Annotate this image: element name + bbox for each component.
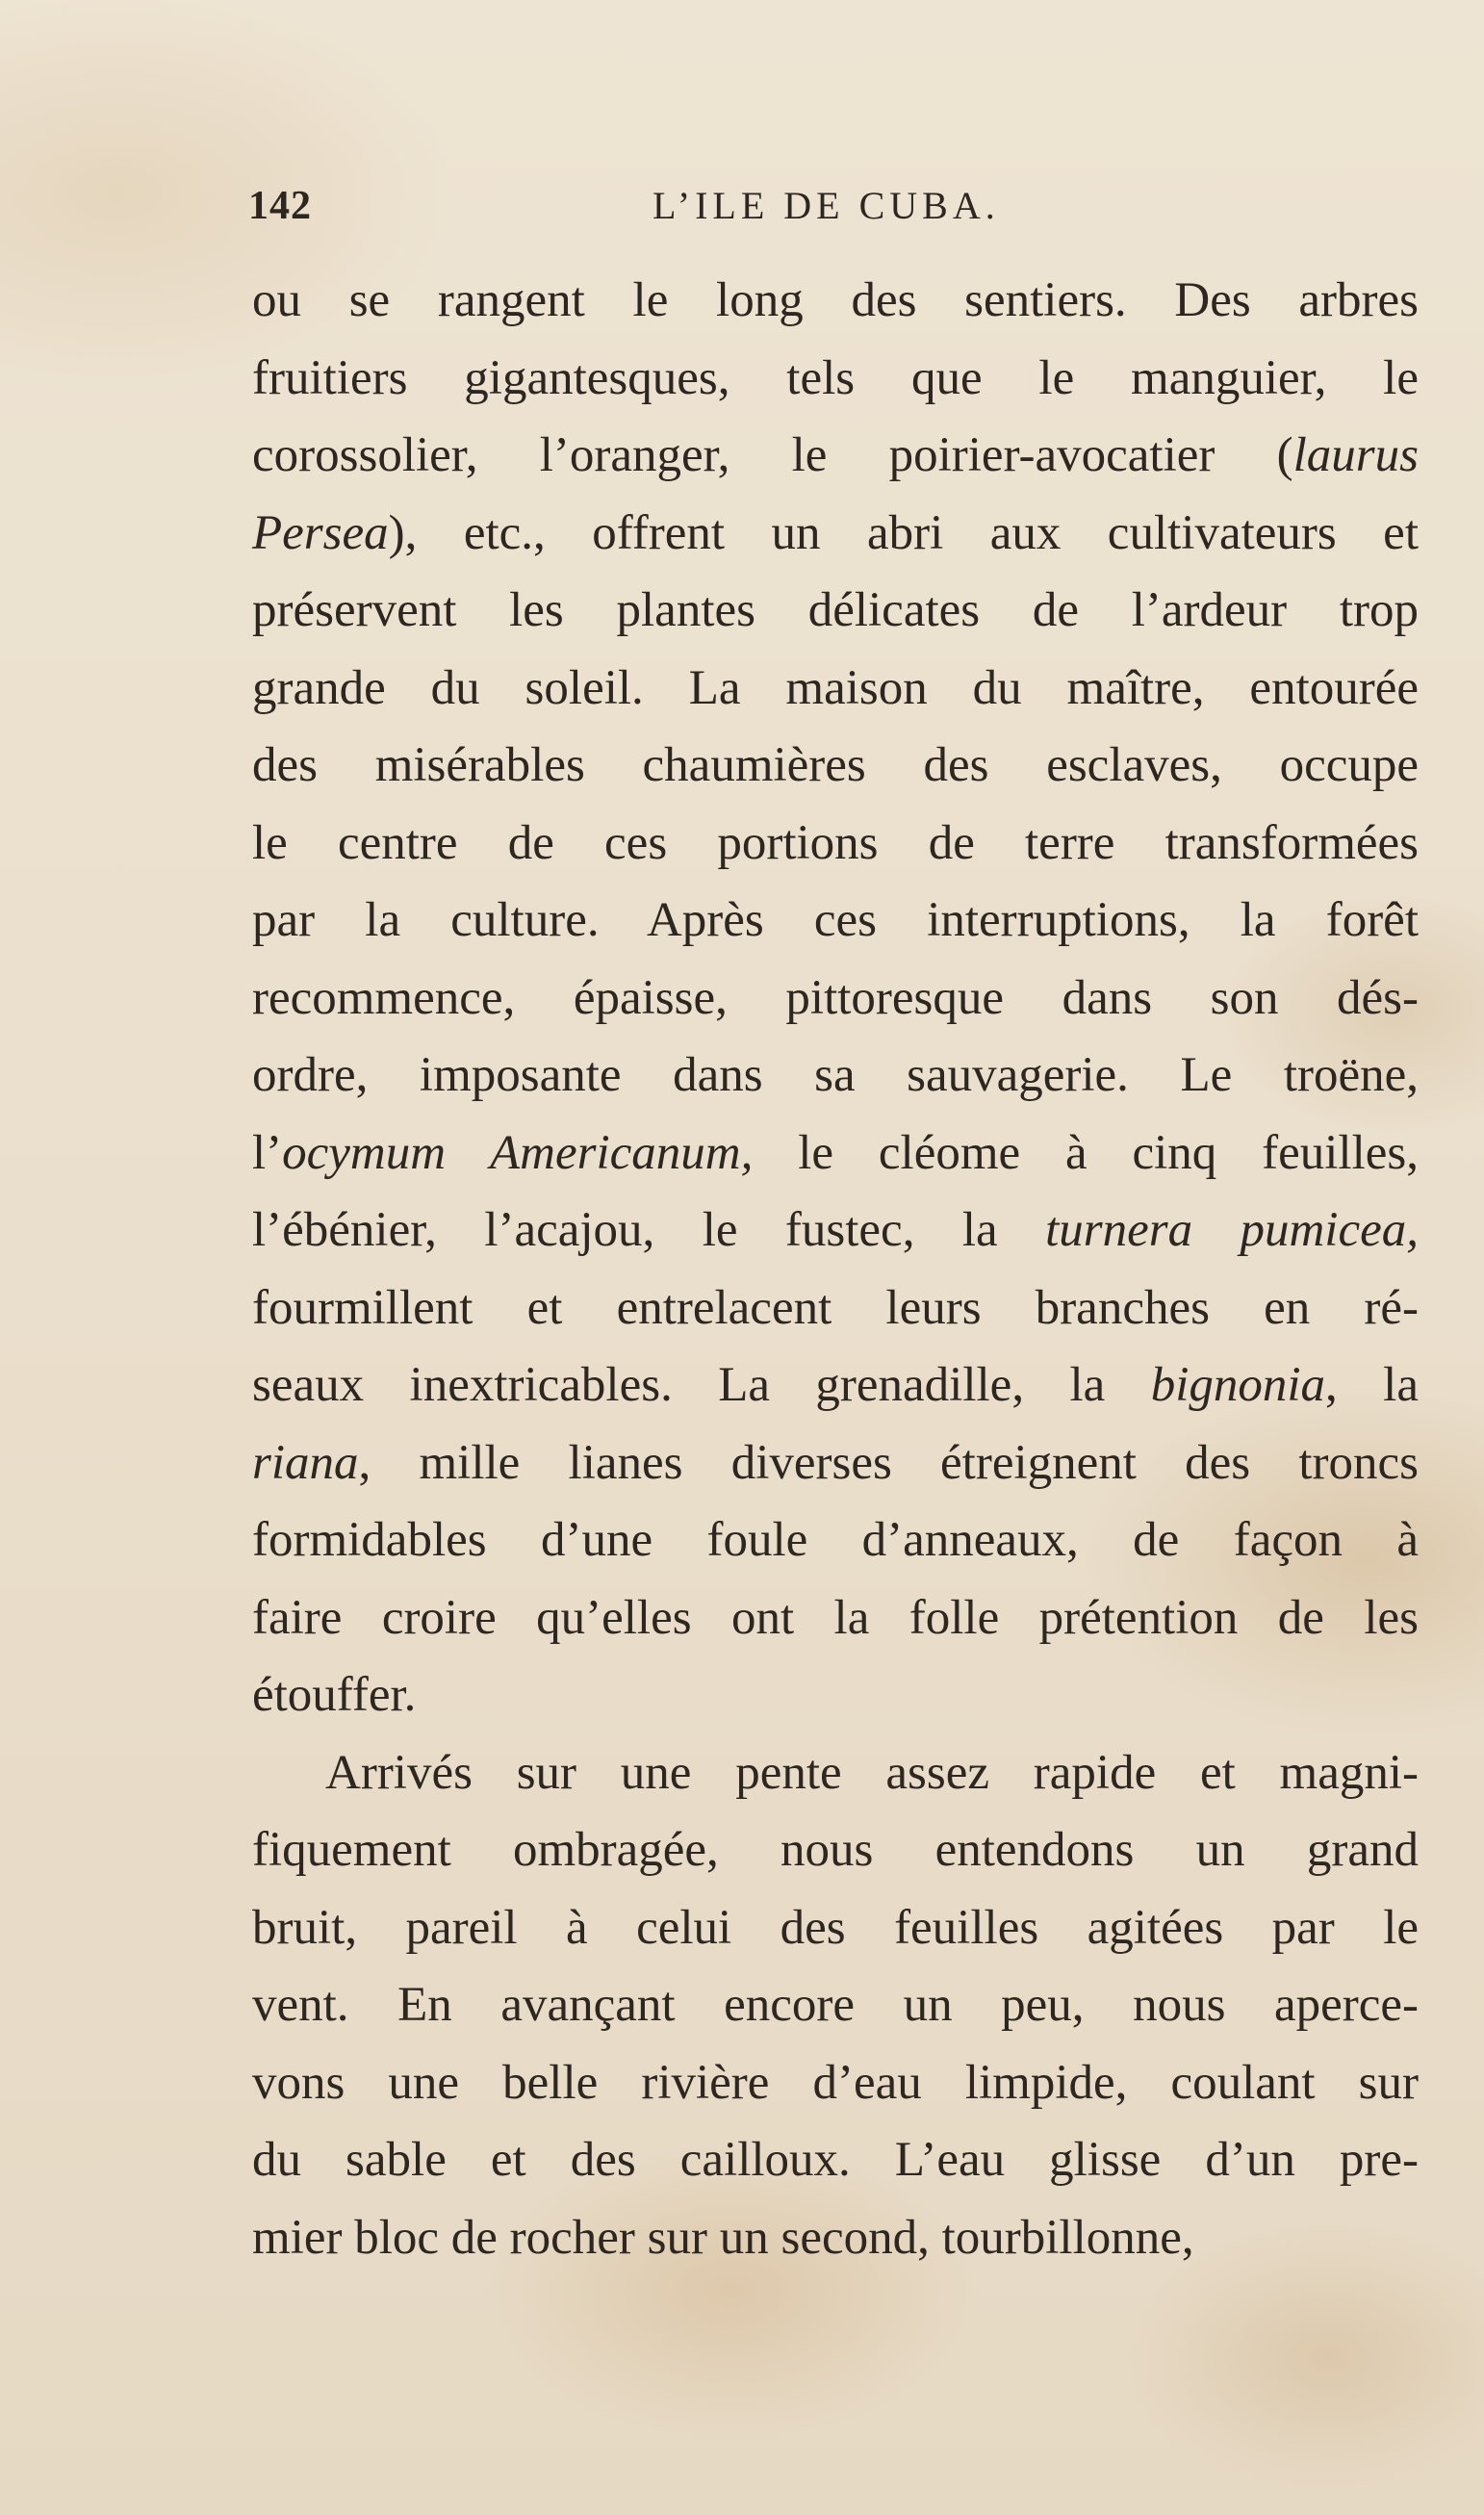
text-line: [252, 1501, 1419, 1579]
text-segment: le cléome à cinq feuilles,: [753, 1125, 1419, 1180]
text-segment: du sable et des cailloux. L’eau glisse d’un pre-: [252, 2133, 1419, 2187]
text-segment: le centre de ces portions de terre transformées: [252, 815, 1419, 870]
italic-text: riana: [252, 1435, 359, 1490]
text-segment: par la culture. Après ces interruptions, la forêt: [252, 893, 1419, 947]
italic-text: bignonia: [1150, 1358, 1326, 1412]
text-segment: l’ébénier, l’acajou, le fustec, la: [252, 1203, 1046, 1257]
text-segment: mier bloc de rocher sur un second, tourbillonne,: [252, 2210, 1194, 2265]
text-line: [252, 2199, 1419, 2277]
text-line: [252, 1966, 1419, 2044]
body-text: [252, 262, 1419, 2276]
text-line: [252, 1889, 1419, 1967]
text-segment: faire croire qu’elles ont la folle prétention de les: [252, 1590, 1419, 1645]
text-segment: des misérables chaumières des esclaves, occupe: [252, 738, 1419, 792]
text-segment: fiquement ombragée, nous entendons un grand: [252, 1823, 1419, 1877]
text-segment: vons une belle rivière d’eau limpide, coulant sur: [252, 2055, 1419, 2110]
text-line: [252, 882, 1419, 960]
text-segment: ou se rangent le long des sentiers. Des arbres: [252, 273, 1419, 327]
text-line: [252, 727, 1419, 805]
text-segment: formidables d’une foule d’anneaux, de façon à: [252, 1513, 1419, 1567]
text-line: [252, 262, 1419, 340]
italic-text: ocymum Americanum,: [282, 1125, 754, 1180]
italic-text: laurus: [1292, 428, 1419, 482]
text-line: [252, 417, 1419, 495]
text-segment: grande du soleil. La maison du maître, entourée: [252, 660, 1419, 715]
text-segment: l’: [252, 1125, 283, 1180]
text-line: [252, 1656, 1419, 1734]
text-segment: Arrivés sur une pente assez rapide et magni-: [325, 1745, 1419, 1800]
text-segment: bruit, pareil à celui des feuilles agitées par le: [252, 1900, 1419, 1955]
text-line: [252, 1579, 1419, 1657]
text-line: [252, 960, 1419, 1038]
text-segment: préservent les plantes délicates de l’ardeur trop: [252, 583, 1419, 637]
text-line: [252, 1811, 1419, 1889]
text-line: [252, 340, 1419, 418]
text-segment: seaux inextricables. La grenadille, la: [252, 1358, 1151, 1412]
text-line: [252, 1270, 1419, 1347]
page-number: 142: [248, 184, 312, 228]
running-title: L’ILE DE CUBA.: [652, 184, 1000, 227]
text-segment: fruitiers gigantesques, tels que le manguier, le: [252, 350, 1419, 405]
text-line: [252, 1424, 1419, 1502]
text-line: [252, 572, 1419, 650]
text-line: [252, 650, 1419, 728]
text-line: [252, 2044, 1419, 2122]
paragraph: [252, 262, 1419, 1734]
text-line: [252, 495, 1419, 573]
italic-text: turnera pumicea,: [1045, 1203, 1419, 1257]
paragraphs: [252, 262, 1419, 2276]
text-segment: étouffer.: [252, 1668, 417, 1722]
text-line: [252, 805, 1419, 883]
text-line: [252, 1037, 1419, 1115]
text-line: [252, 1115, 1419, 1193]
running-head: [248, 183, 1413, 241]
text-segment: , la: [1325, 1358, 1419, 1412]
text-segment: ), etc., offrent un abri aux cultivateurs et: [388, 505, 1419, 560]
text-segment: vent. En avançant encore un peu, nous aperce-: [252, 1978, 1419, 2032]
text-line: [252, 1192, 1419, 1270]
text-segment: , mille lianes diverses étreignent des troncs: [358, 1435, 1419, 1490]
text-segment: recommence, épaisse, pittoresque dans son dés-: [252, 970, 1419, 1025]
italic-text: Persea: [252, 505, 389, 560]
text-segment: fourmillent et entrelacent leurs branches en ré-: [252, 1280, 1419, 1335]
text-line: [252, 1347, 1419, 1424]
text-line: [252, 2121, 1419, 2199]
paragraph: [252, 1734, 1419, 2277]
text-segment: corossolier, l’oranger, le poirier-avocatier (: [252, 428, 1293, 482]
text-segment: ordre, imposante dans sa sauvagerie. Le troëne,: [252, 1048, 1419, 1102]
text-line: [252, 1734, 1419, 1812]
